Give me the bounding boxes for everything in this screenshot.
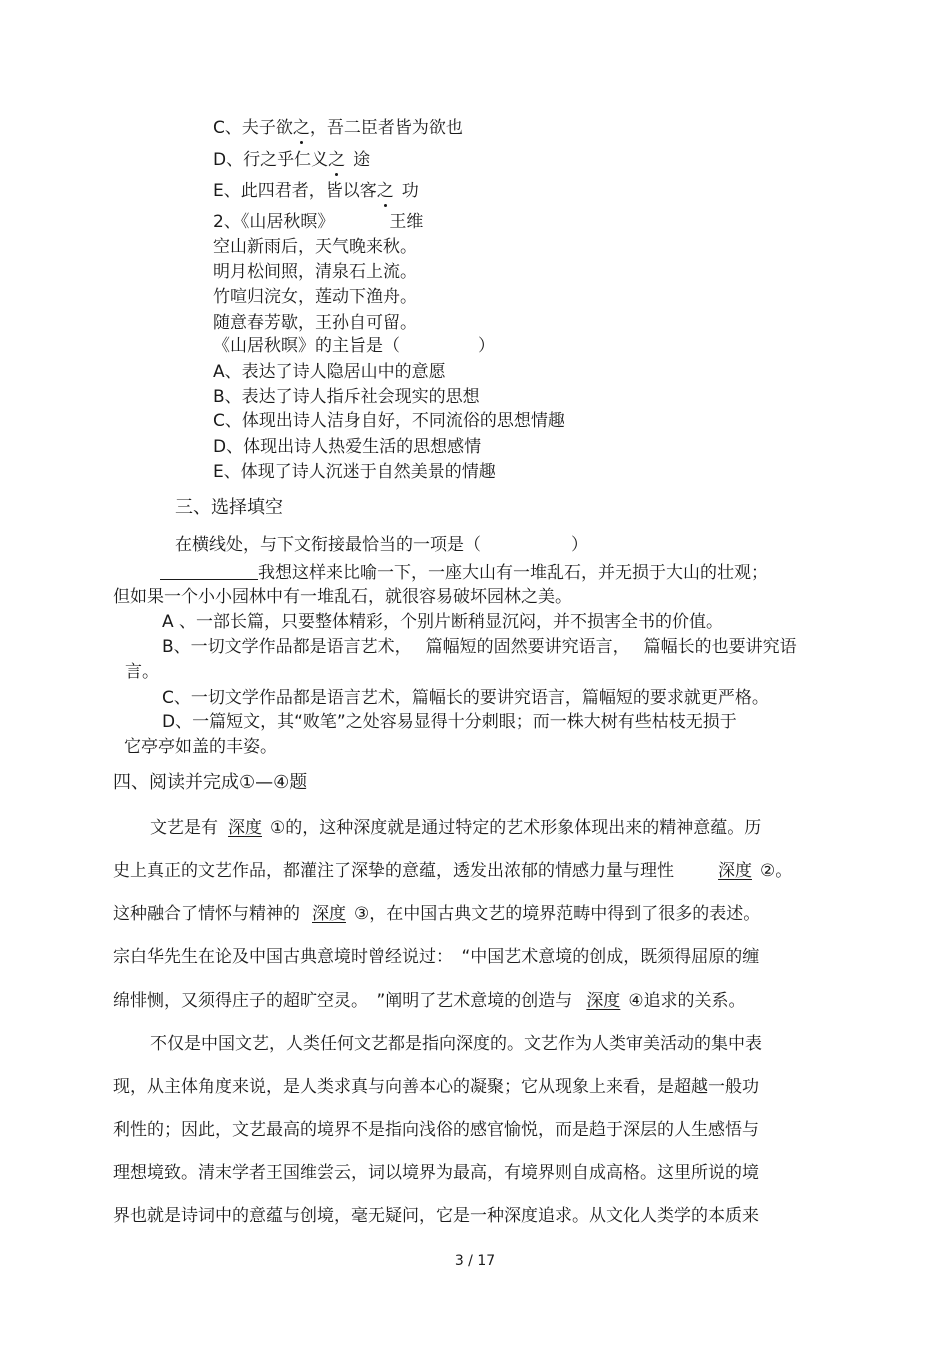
section4-p1-line1 [150, 817, 761, 839]
poem-line: 竹喧归浣女，莲动下渔舟。 [213, 287, 417, 307]
emphasis-char: 之 [376, 181, 394, 201]
fill-answer: 深度 [228, 818, 262, 838]
section4-p1-line2 [113, 860, 792, 882]
page-number: 3 / 17 [454, 1253, 496, 1269]
q2-question-close: ） [478, 336, 495, 356]
section4-p2-line2: 现，从主体角度来说，是人类求真与向善本心的凝聚；它从现象上来看，是超越一般功 [113, 1077, 759, 1097]
q1-option-c-post: ，吾二臣者皆为欲也 [309, 118, 463, 138]
q1-option-e-post: 功 [401, 181, 419, 201]
q1-option-c-pre: C、夫子欲 [213, 118, 293, 138]
passage-text: 。 [775, 861, 793, 881]
option-b-part: B、一切文学作品都是语言艺术， [162, 637, 412, 657]
q1-option-d-char: 之 [260, 150, 278, 170]
passage-text: 这种融合了情怀与精神的 [113, 904, 300, 924]
section4-heading: 四、阅读并完成①—④题 [113, 772, 308, 793]
passage-text: 文艺是有 [150, 818, 218, 838]
section3-option-a: A 、一部长篇，只要整体精彩，个别片断稍显沉闷，并不损害全书的价值。 [162, 612, 724, 632]
section4-p2-line3: 利性的；因此，文艺最高的境界不是指向浅俗的感官愉悦，而是趋于深层的人生感悟与 [113, 1120, 759, 1140]
section3-option-b-cont: 言。 [125, 662, 159, 682]
passage-text: 追求的关系。 [643, 991, 746, 1011]
q2-author: 王维 [389, 212, 424, 232]
passage-text: 史上真正的文艺作品，都灌注了深挚的意蕴，透发出浓郁的情感力量与理性 [113, 861, 674, 881]
section4-p2-line4: 理想境致。清末学者王国维尝云，词以境界为最高，有境界则自成高格。这里所说的境 [113, 1163, 759, 1183]
q2-title-line [213, 211, 423, 233]
q1-option-d [213, 149, 370, 171]
option-b-part: 篇幅长的也要讲究语 [643, 637, 797, 657]
fill-answer: 深度 [718, 861, 752, 881]
circled-number: ③ [354, 904, 370, 924]
section3-passage-line2: 但如果一个小小园林中有一堆乱石，就很容易破坏园林之美。 [113, 587, 572, 607]
circled-number: ② [760, 861, 776, 881]
q1-option-d-mid: 乎仁义 [277, 150, 329, 170]
q1-option-d-post: 途 [353, 150, 371, 170]
section3-passage-line1 [160, 562, 768, 584]
q2-option-b: B、表达了诗人指斥社会现实的思想 [213, 387, 480, 407]
section3-option-d: D、一篇短文，其“败笔”之处容易显得十分刺眼；而一株大树有些枯枝无损于 [162, 712, 737, 732]
passage-text: ，在中国古典文艺的境界范畴中得到了很多的表述。 [369, 904, 761, 924]
q2-option-d: D、体现出诗人热爱生活的思想感情 [213, 437, 482, 457]
poem-line: 明月松间照，清泉石上流。 [213, 262, 417, 282]
q1-option-e-pre: E、此四君者，皆以客 [213, 181, 377, 201]
section3-prompt [175, 534, 588, 556]
fill-answer: 深度 [312, 904, 346, 924]
q2-option-c: C、体现出诗人洁身自好，不同流俗的思想情趣 [213, 411, 565, 431]
q2-option-a: A、表达了诗人隐居山中的意愿 [213, 362, 446, 382]
option-b-part: 篇幅短的固然要讲究语言， [425, 637, 630, 657]
circled-number: ④ [628, 991, 644, 1011]
emphasis-char: 之 [292, 118, 310, 138]
section3-heading: 三、选择填空 [175, 497, 283, 518]
q2-question [213, 335, 495, 357]
section3-prompt-text: 在横线处，与下文衔接最恰当的一项是（ [175, 535, 481, 555]
section3-option-b [162, 636, 797, 658]
section4-p1-line3 [113, 903, 760, 925]
passage-text: 的，这种深度就是通过特定的艺术形象体现出来的精神意蕴。历 [285, 818, 762, 838]
section3-option-c: C、一切文学作品都是语言艺术，篇幅长的要讲究语言，篇幅短的要求就更严格。 [162, 688, 769, 708]
section4-p1-line4: 宗白华先生在论及中国古典意境时曾经说过： “中国艺术意境的创成，既须得屈原的缠 [113, 947, 760, 967]
section4-p2-line5: 界也就是诗词中的意蕴与创境，毫无疑问，它是一种深度追求。从文化人类学的本质来 [113, 1206, 759, 1226]
passage-text: 绵悱恻，又须得庄子的超旷空灵。 ”阐明了艺术意境的创造与 [113, 991, 573, 1011]
fill-blank [160, 563, 258, 580]
emphasis-char: 之 [328, 150, 346, 170]
section4-p1-line5 [113, 990, 746, 1012]
q1-option-e [213, 180, 419, 202]
section4-p2-line1: 不仅是中国文艺，人类任何文艺都是指向深度的。文艺作为人类审美活动的集中表 [150, 1034, 762, 1054]
q2-option-e: E、体现了诗人沉迷于自然美景的情趣 [213, 462, 496, 482]
poem-line: 空山新雨后，天气晚来秋。 [213, 237, 417, 257]
q2-title: 2、《山居秋暝》 [213, 212, 335, 232]
section3-option-d-cont: 它亭亭如盖的丰姿。 [124, 737, 277, 757]
q2-question-text: 《山居秋暝》的主旨是（ [213, 336, 400, 356]
passage-text: 我想这样来比喻一下，一座大山有一堆乱石，并无损于大山的壮观； [258, 563, 768, 583]
circled-number: ① [270, 818, 286, 838]
fill-answer: 深度 [586, 991, 621, 1011]
q1-option-c [213, 117, 463, 139]
q1-option-d-pre: D、行 [213, 150, 261, 170]
poem-line: 随意春芳歇，王孙自可留。 [213, 313, 417, 333]
section3-prompt-close: ） [571, 535, 588, 555]
